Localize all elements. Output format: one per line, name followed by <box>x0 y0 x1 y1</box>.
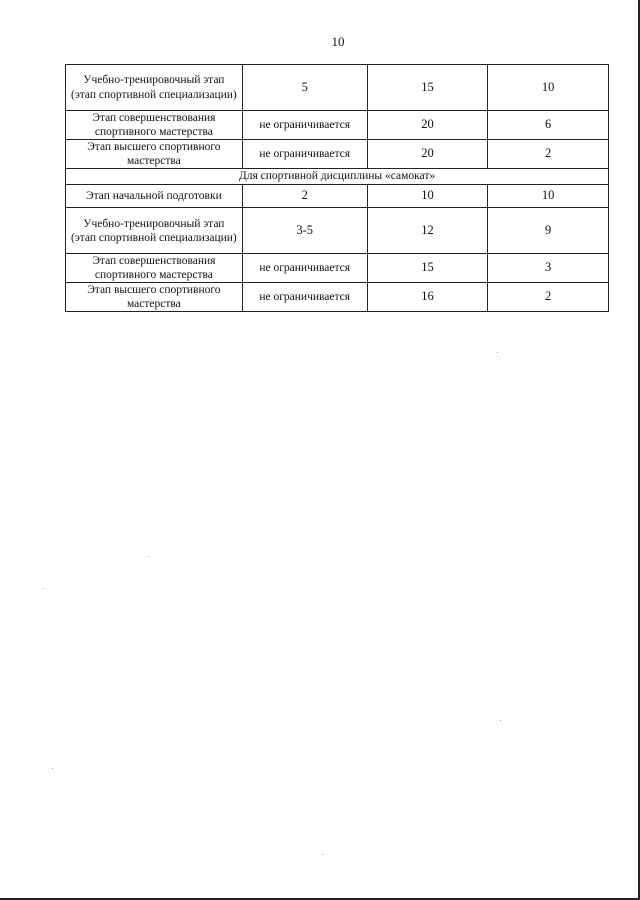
value-a-cell: 16 <box>367 283 488 312</box>
age-cell: 3-5 <box>242 208 367 254</box>
value-b-cell: 3 <box>488 254 609 283</box>
stage-cell: Этап совершенствования спортивного мастерства <box>66 254 243 283</box>
value-a-cell: 12 <box>367 208 488 254</box>
value-a-cell: 15 <box>367 65 488 111</box>
scan-speck <box>497 352 498 353</box>
age-cell: не ограничивается <box>242 140 367 169</box>
stage-cell: Этап совершенствования спортивного мастерства <box>66 111 243 140</box>
scan-speck <box>322 854 323 855</box>
stage-cell: Учебно-тренировочный этап (этап спортивной специализации) <box>66 65 243 111</box>
table-row <box>66 65 609 111</box>
scan-speck <box>148 556 149 557</box>
age-cell: не ограничивается <box>242 254 367 283</box>
age-cell: 5 <box>242 65 367 111</box>
table-row <box>66 111 609 140</box>
age-cell: не ограничивается <box>242 283 367 312</box>
scan-speck <box>43 588 44 589</box>
stage-cell: Учебно-тренировочный этап (этап спортивной специализации) <box>66 208 243 254</box>
value-b-cell: 9 <box>488 208 609 254</box>
table-row <box>66 208 609 254</box>
table-row <box>66 283 609 312</box>
value-a-cell: 20 <box>367 111 488 140</box>
value-b-cell: 2 <box>488 140 609 169</box>
table-row <box>66 185 609 208</box>
table-row <box>66 254 609 283</box>
value-b-cell: 2 <box>488 283 609 312</box>
age-cell: 2 <box>242 185 367 208</box>
stage-cell: Этап начальной подготовки <box>66 185 243 208</box>
section-heading: Для спортивной дисциплины «самокат» <box>66 169 609 185</box>
scan-speck <box>500 720 501 721</box>
scan-speck <box>52 768 53 769</box>
page-number: 10 <box>331 34 345 49</box>
value-b-cell: 10 <box>488 65 609 111</box>
section-heading-row <box>66 169 609 185</box>
value-b-cell: 10 <box>488 185 609 208</box>
value-a-cell: 15 <box>367 254 488 283</box>
value-b-cell: 6 <box>488 111 609 140</box>
sports-stages-table <box>65 64 609 312</box>
value-a-cell: 10 <box>367 185 488 208</box>
table-row <box>66 140 609 169</box>
stage-cell: Этап высшего спортивного мастерства <box>66 140 243 169</box>
stage-cell: Этап высшего спортивного мастерства <box>66 283 243 312</box>
value-a-cell: 20 <box>367 140 488 169</box>
age-cell: не ограничивается <box>242 111 367 140</box>
